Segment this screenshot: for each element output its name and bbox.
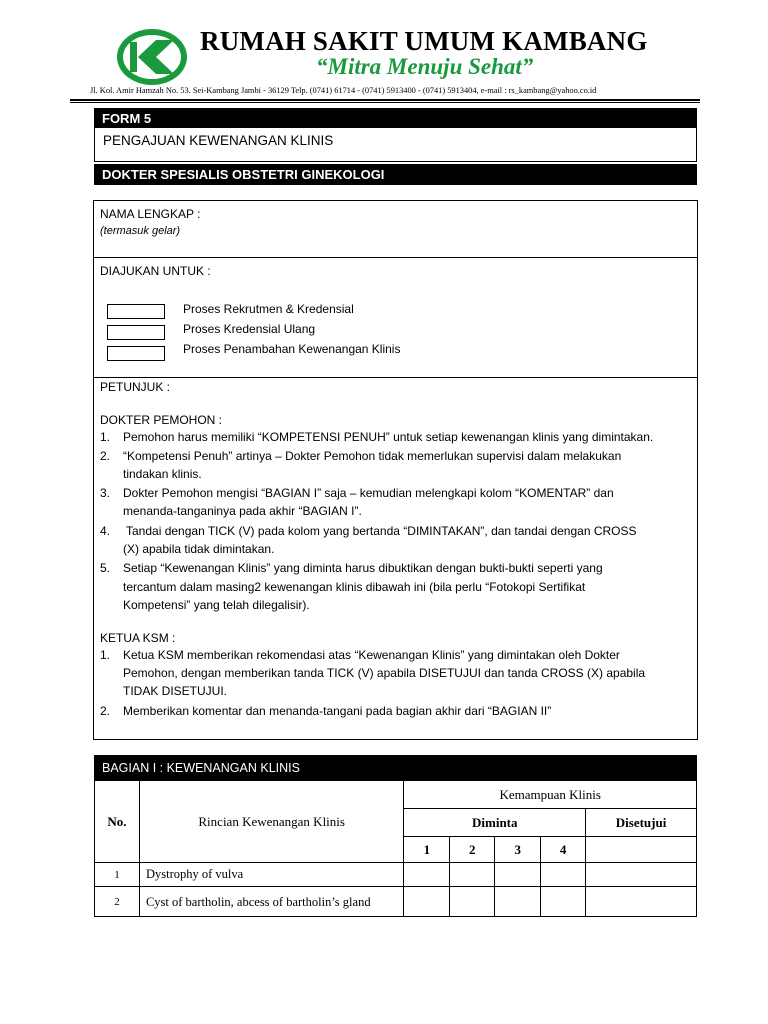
level-cell[interactable] xyxy=(541,887,586,917)
checkbox-recredential[interactable] xyxy=(107,325,165,340)
level-header: 2 xyxy=(450,837,495,863)
form-title xyxy=(94,128,697,162)
instructions-label: PETUNJUK : xyxy=(100,380,171,394)
doctor-item-number: 4. xyxy=(100,524,111,538)
doctor-item-5-cont: tercantum dalam masing2 kewenangan klinis dibawah ini (bila perlu “Fotokopi Sertifikat xyxy=(123,580,586,594)
doctor-item-number: 5. xyxy=(100,561,111,575)
form-number-bar xyxy=(94,108,697,128)
col-requested-header: Diminta xyxy=(404,809,586,837)
doctor-item-2-cont: tindakan klinis. xyxy=(123,467,202,481)
level-cell[interactable] xyxy=(450,887,495,917)
level-cell[interactable] xyxy=(404,887,450,917)
row-number: 2 xyxy=(95,887,140,917)
doctor-item-3: Dokter Pemohon mengisi “BAGIAN I” saja – kemudian melengkapi kolom “KOMENTAR” dan xyxy=(123,486,614,500)
col-approved-header: Disetujui xyxy=(586,809,697,837)
approved-cell[interactable] xyxy=(586,887,697,917)
full-name-note: (termasuk gelar) xyxy=(100,225,181,237)
doctor-item-3-cont: menanda-tanganinya pada akhir “BAGIAN I”. xyxy=(123,504,362,518)
table-row xyxy=(95,887,697,917)
doctor-item-4: Tandai dengan TICK (V) pada kolom yang bertanda “DIMINTAKAN”, dan tandai dengan CROSS xyxy=(126,524,637,538)
approved-cell[interactable] xyxy=(586,863,697,887)
divider xyxy=(93,257,698,258)
section1-bar xyxy=(94,755,697,780)
level-cell[interactable] xyxy=(495,887,541,917)
header-rule-thin xyxy=(70,102,700,103)
checkbox-recruitment[interactable] xyxy=(107,304,165,319)
specialty-bar xyxy=(94,164,697,185)
full-name-label: NAMA LENGKAP : xyxy=(100,207,201,221)
row-item: Cyst of bartholin, abcess of bartholin’s gland xyxy=(139,887,403,917)
ksm-item-2: Memberikan komentar dan menanda-tangani pada bagian akhir dari “BAGIAN II” xyxy=(123,704,552,718)
ksm-item-1-cont: TIDAK DISETUJUI. xyxy=(123,684,228,698)
hospital-address: Jl. Kol. Amir Hamzah No. 53. Sei-Kambang Jambi - 36129 Telp. (0741) 61714 - (0741) 5913400 - (0741) 5913404, e-mail : rs_kambang@yahoo.co.id xyxy=(90,86,597,95)
col-detail-header: Rincian Kewenangan Klinis xyxy=(139,781,403,863)
col-ability-header: Kemampuan Klinis xyxy=(404,781,697,809)
row-item: Dystrophy of vulva xyxy=(139,863,403,887)
ksm-item-number: 1. xyxy=(100,648,111,662)
divider xyxy=(93,377,698,378)
level-cell[interactable] xyxy=(404,863,450,887)
checkbox-additional-privilege[interactable] xyxy=(107,346,165,361)
hospital-name: RUMAH SAKIT UMUM KAMBANG xyxy=(200,26,648,56)
option-recredential: Proses Kredensial Ulang xyxy=(183,322,316,336)
header-rule xyxy=(70,99,700,101)
level-header: 1 xyxy=(404,837,450,863)
approved-cell[interactable] xyxy=(586,837,697,863)
ksm-item-1-cont: Pemohon, dengan memberikan tanda TICK (V) apabila DISETUJUI dan tanda CROSS (X) apabila xyxy=(123,666,646,680)
doctor-item-1: Pemohon harus memiliki “KOMPETENSI PENUH” untuk setiap kewenangan klinis yang dimintakan. xyxy=(123,430,654,444)
purpose-label: DIAJUKAN UNTUK : xyxy=(100,264,211,278)
form-title-text: PENGAJUAN KEWENANGAN KLINIS xyxy=(103,133,334,148)
level-cell[interactable] xyxy=(541,863,586,887)
doctor-item-number: 3. xyxy=(100,486,111,500)
ksm-item-1: Ketua KSM memberikan rekomendasi atas “Kewenangan Klinis” yang dimintakan oleh Dokter xyxy=(123,648,620,662)
level-cell[interactable] xyxy=(495,863,541,887)
privileges-table xyxy=(94,780,697,917)
doctor-label: DOKTER PEMOHON : xyxy=(100,413,223,427)
ksm-item-number: 2. xyxy=(100,704,111,718)
level-header: 4 xyxy=(541,837,586,863)
doctor-item-4-cont: (X) apabila tidak dimintakan. xyxy=(123,542,275,556)
ksm-label: KETUA KSM : xyxy=(100,631,176,645)
table-row xyxy=(95,863,697,887)
form-number: FORM 5 xyxy=(102,110,152,126)
level-header: 3 xyxy=(495,837,541,863)
doctor-item-5-cont: Kompetensi” yang telah dilegalisir). xyxy=(123,598,310,612)
level-cell[interactable] xyxy=(450,863,495,887)
doctor-item-number: 2. xyxy=(100,449,111,463)
hospital-motto: “Mitra Menuju Sehat” xyxy=(316,54,534,79)
doctor-item-2: “Kompetensi Penuh” artinya – Dokter Pemohon tidak memerlukan supervisi dalam melakukan xyxy=(123,449,622,463)
specialty-title: DOKTER SPESIALIS OBSTETRI GINEKOLOGI xyxy=(102,167,385,182)
option-recruitment: Proses Rekrutmen & Kredensial xyxy=(183,302,354,316)
hospital-logo xyxy=(116,28,188,86)
doctor-item-number: 1. xyxy=(100,430,111,444)
section1-title: BAGIAN I : KEWENANGAN KLINIS xyxy=(102,760,300,775)
doctor-item-5: Setiap “Kewenangan Klinis” yang diminta harus dibuktikan dengan bukti-bukti seperti yang xyxy=(123,561,603,575)
row-number: 1 xyxy=(95,863,140,887)
col-no-header: No. xyxy=(95,781,140,863)
option-additional-privilege: Proses Penambahan Kewenangan Klinis xyxy=(183,342,401,356)
